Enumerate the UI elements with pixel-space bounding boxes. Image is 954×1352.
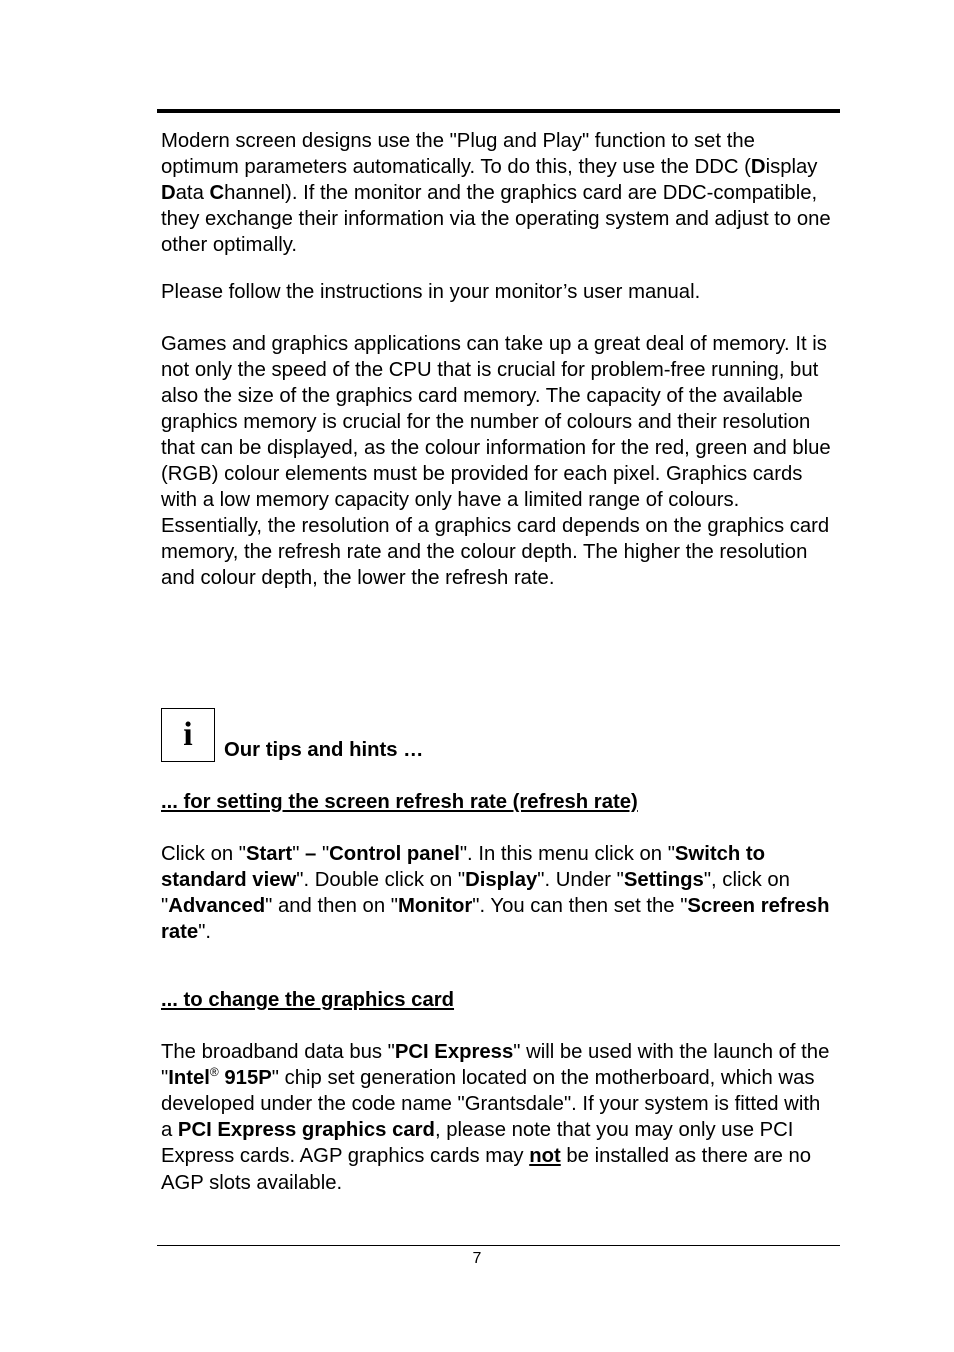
page-number: 7 bbox=[472, 1250, 482, 1267]
bold-span: 915P bbox=[218, 1067, 272, 1090]
text-span: " bbox=[316, 843, 330, 866]
bold-span: Advanced bbox=[168, 895, 266, 918]
paragraph-manual: Please follow the instructions in your monitor’s user manual. bbox=[161, 281, 701, 304]
top-rule bbox=[157, 109, 840, 113]
text-span: , please note that you may only use PCI Express cards. AGP graphics cards may bbox=[161, 1119, 794, 1168]
bold-underlined-span: not bbox=[529, 1145, 561, 1168]
text-span: ". You can then set the " bbox=[472, 895, 688, 918]
paragraph-ddc bbox=[161, 128, 836, 258]
text-span: Click on " bbox=[161, 843, 246, 866]
bold-span: PCI Express graphics card bbox=[177, 1119, 435, 1142]
bold-span: D bbox=[161, 182, 176, 205]
paragraph-memory: Games and graphics applications can take up a great deal of memory. It is not only the speed of the CPU that is crucial for problem-free running, but also the size of the graphics card memory. The capacity of the available graphics memory is crucial for the number of colours and their resolution that can be displayed, as the colour information for the red, green and blue (RGB) colour elements must be provided for each pixel. Graphics cards with a low memory capacity only have a limited range of colours. Essentially, the resolution of a graphics card depends on the graphics card memory, the refresh rate and the colour depth. The higher the resolution and colour depth, the lower the refresh rate. bbox=[161, 332, 831, 590]
text-span: " chip set generation located on the motherboard, which was developed under the code name "Grantsdale". If your system is fitted with a bbox=[161, 1067, 821, 1142]
registered-mark: ® bbox=[209, 1065, 219, 1080]
bold-span: PCI Express bbox=[394, 1041, 514, 1064]
graphics-section bbox=[161, 987, 836, 1196]
tips-header bbox=[161, 698, 423, 762]
bold-span: Screen refresh rate bbox=[161, 895, 830, 944]
text-span: Modern screen designs use the "Plug and Play" function to set the optimum parameters automatically. To do this, they use the DDC ( bbox=[161, 130, 755, 179]
graphics-heading: ... to change the graphics card bbox=[161, 989, 455, 1011]
refresh-paragraph bbox=[161, 841, 836, 945]
tips-title: Our tips and hints … bbox=[224, 739, 424, 761]
bold-span: Monitor bbox=[397, 895, 473, 918]
text-span: The broadband data bus " bbox=[161, 1041, 395, 1064]
refresh-section bbox=[161, 789, 836, 945]
text-span: ". Under " bbox=[537, 869, 624, 892]
bold-span: C bbox=[209, 182, 225, 205]
text-span: be installed as there are no AGP slots available. bbox=[161, 1145, 812, 1194]
text-span: ". bbox=[198, 921, 212, 944]
text-span: " and then on " bbox=[265, 895, 398, 918]
info-icon: i bbox=[161, 708, 215, 762]
bold-span: Start bbox=[245, 843, 293, 866]
intro-section bbox=[161, 128, 836, 592]
bold-span: Control panel bbox=[329, 843, 460, 866]
bold-span: Display bbox=[465, 869, 538, 892]
text-span: ". In this menu click on " bbox=[459, 843, 675, 866]
text-span: hannel). If the monitor and the graphics card are DDC-compatible, they exchange their information via the operating system and adjust to one other optimally. bbox=[161, 182, 831, 257]
graphics-paragraph bbox=[161, 1039, 836, 1196]
bold-span: Settings bbox=[623, 869, 704, 892]
text-span: " bbox=[292, 843, 306, 866]
text-span: ", click on " bbox=[161, 869, 790, 918]
text-span: " will be used with the launch of the " bbox=[161, 1041, 830, 1090]
refresh-heading: ... for setting the screen refresh rate (refresh rate) bbox=[161, 791, 638, 813]
text-span: isplay bbox=[765, 156, 818, 179]
bold-span: – bbox=[305, 843, 317, 866]
text-span: ata bbox=[175, 182, 210, 205]
bold-span: Intel bbox=[168, 1067, 210, 1090]
bottom-rule bbox=[157, 1245, 840, 1246]
bold-span: D bbox=[750, 156, 766, 179]
text-span: ". Double click on " bbox=[296, 869, 466, 892]
bold-span: Switch to standard view bbox=[161, 843, 766, 892]
